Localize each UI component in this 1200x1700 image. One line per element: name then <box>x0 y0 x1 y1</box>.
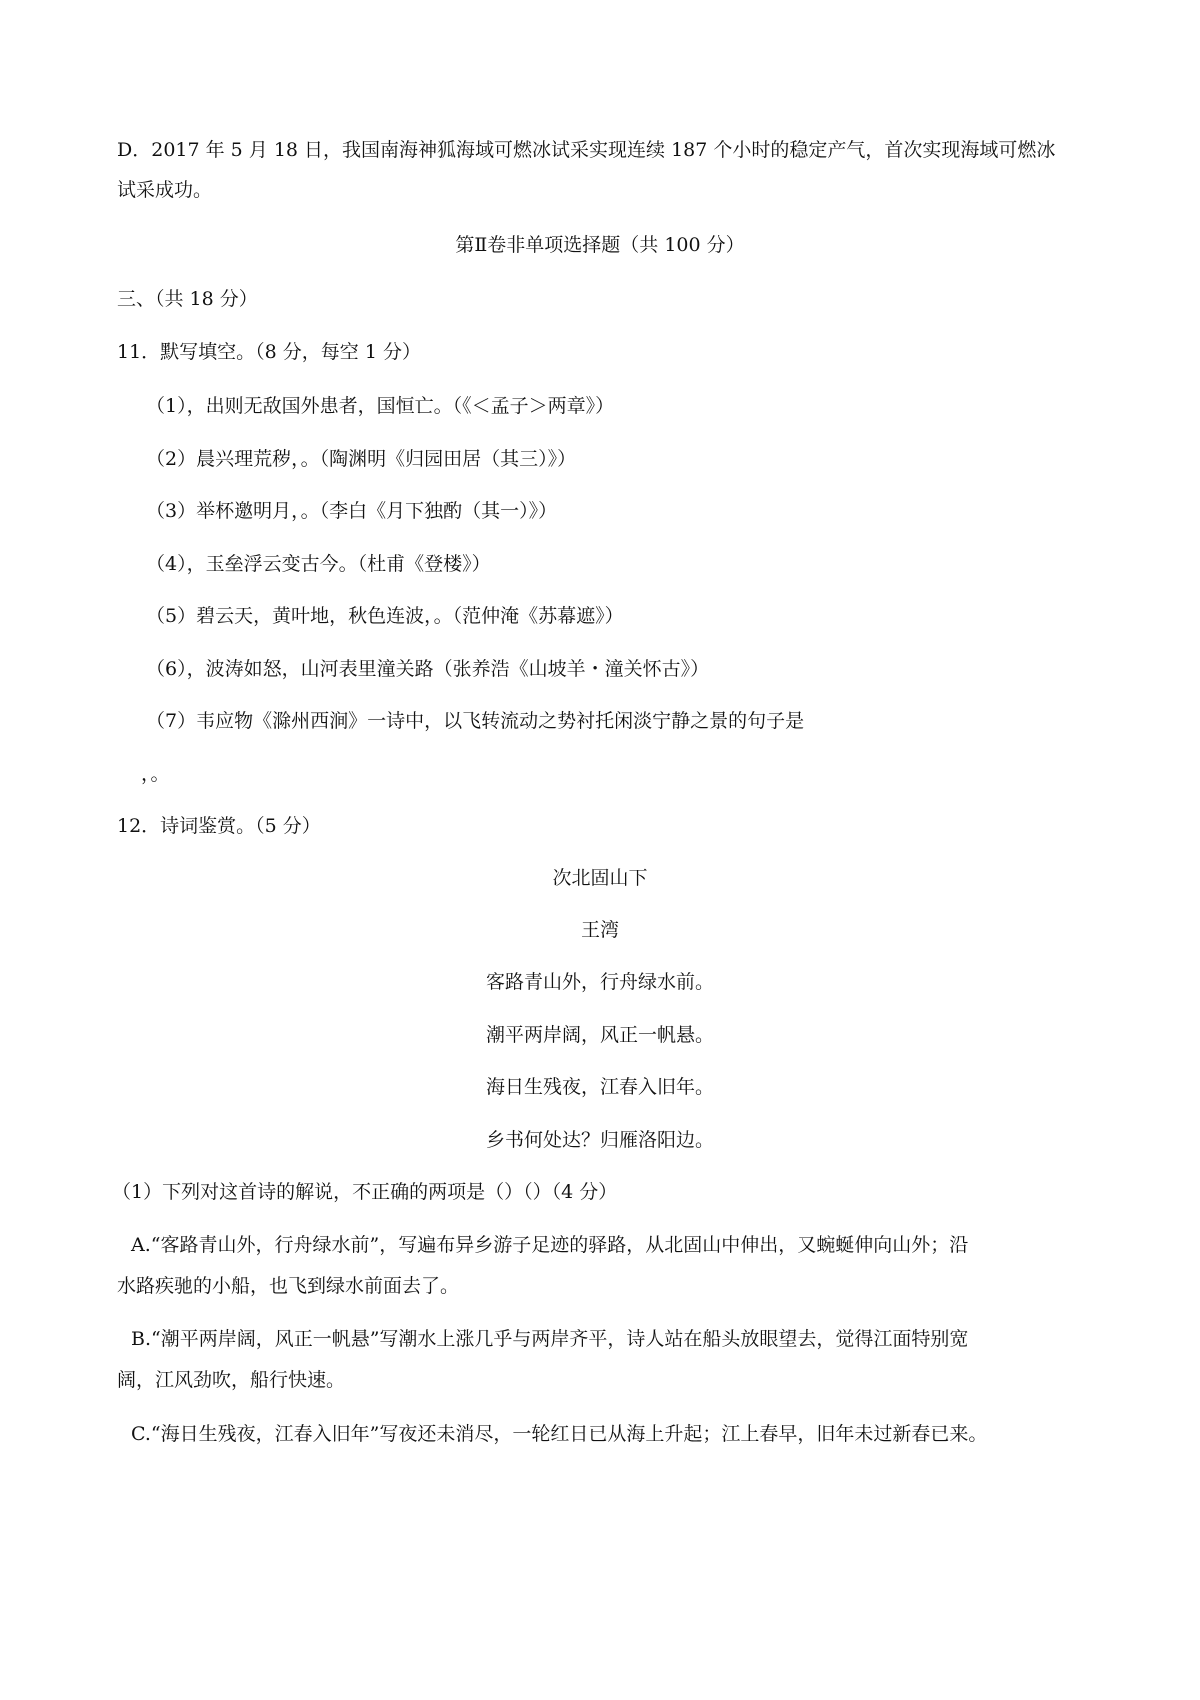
option-a-line-1: A.“客路青山外，行舟绿水前”，写遍布异乡游子足迹的驿路，从北固山中伸出，又蜿蜒伸向山外；沿 <box>131 1234 969 1256</box>
part-three-heading: 三、（共 18 分） <box>117 288 258 310</box>
question-11-title: 11．默写填空。（8 分，每空 1 分） <box>117 341 421 363</box>
section-title: 第Ⅱ卷非单项选择题（共 100 分） <box>455 234 745 256</box>
poem-line-3: 海日生残夜，江春入旧年。 <box>485 1076 714 1098</box>
q11-item-7-continuation: ，。 <box>141 763 170 785</box>
option-b-line-2: 阔，江风劲吹，船行快速。 <box>117 1369 346 1391</box>
poem-line-4: 乡书何处达？归雁洛阳边。 <box>485 1129 714 1151</box>
q11-item-1: （1），出则无敌国外患者，国恒亡。（《＜孟子＞两章》） <box>146 395 615 417</box>
option-d-line-2: 试采成功。 <box>117 179 213 201</box>
poem-title: 次北固山下 <box>552 867 648 889</box>
poem-line-1: 客路青山外，行舟绿水前。 <box>485 971 714 993</box>
q12-sub-question-1: （1）下列对这首诗的解说，不正确的两项是（）（）（4 分） <box>112 1181 618 1203</box>
q11-item-4: （4），玉垒浮云变古今。（杜甫《登楼》） <box>146 553 491 575</box>
q11-item-3: （3）举杯邀明月，。（李白《月下独酌（其一）》） <box>146 500 558 522</box>
option-a-line-2: 水路疾驰的小船，也飞到绿水前面去了。 <box>117 1275 460 1297</box>
option-d-line-1: D．2017 年 5 月 18 日，我国南海神狐海域可燃冰试采实现连续 187 个小时的稳定产气，首次实现海域可燃冰 <box>117 139 1056 161</box>
q11-item-7: （7）韦应物《滁州西涧》一诗中，以飞转流动之势衬托闲淡宁静之景的句子是 <box>146 710 805 732</box>
question-12-title: 12．诗词鉴赏。（5 分） <box>117 815 321 837</box>
option-b-line-1: B.“潮平两岸阔，风正一帆悬”写潮水上涨几乎与两岸齐平，诗人站在船头放眼望去，觉得江面特别宽 <box>131 1328 969 1350</box>
option-c-line-1: C.“海日生残夜，江春入旧年”写夜还未消尽，一轮红日已从海上升起；江上春早，旧年未过新春已来。 <box>131 1423 988 1445</box>
poem-author: 王湾 <box>580 919 619 941</box>
poem-line-2: 潮平两岸阔，风正一帆悬。 <box>485 1024 714 1046</box>
q11-item-6: （6），波涛如怒，山河表里潼关路（张养浩《山坡羊・潼关怀古》） <box>146 658 710 680</box>
q11-item-5: （5）碧云天，黄叶地，秋色连波，。（范仲淹《苏幕遮》） <box>146 605 624 627</box>
q11-item-2: （2）晨兴理荒秽，。（陶渊明《归园田居（其三）》） <box>146 448 577 470</box>
